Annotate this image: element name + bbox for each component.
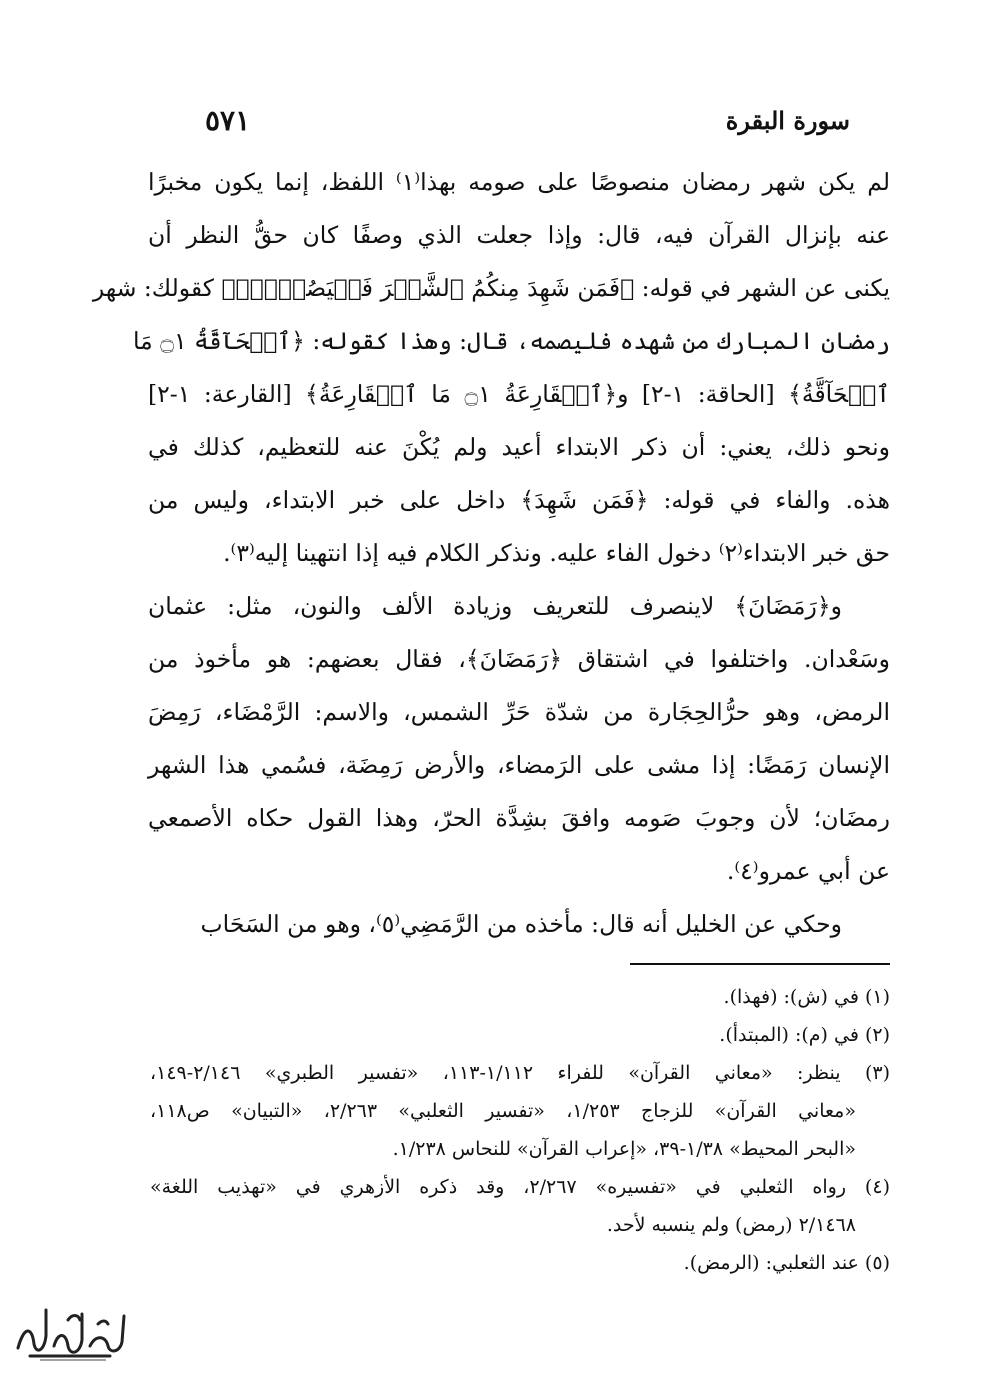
surah-title: سورة البقرة xyxy=(725,105,850,135)
footnote-line: «البحر المحيط» ١/٣٨-٣٩، «إعراب القرآن» للنحاس ١/٢٣٨. xyxy=(392,1138,856,1160)
text-line: حق خبر الابتداء⁽٢⁾ دخول الفاء عليه. ونذكر الكلام فيه إذا انتهينا إليه⁽٣⁾. xyxy=(223,539,890,567)
text-line: الرمض، وهو حرُّالحِجَارة من شدّة حَرِّ الشمس، والاسم: الرَّمْضَاء، رَمِضَ xyxy=(148,698,890,726)
text-line: عنه بإنزال القرآن فيه، قال: وإذا جعلت الذي وصفًا كان حقُّ النظر أن xyxy=(148,221,890,249)
footnote-1 xyxy=(150,978,890,1016)
text-line: ونحو ذلك، يعني: أن ذكر الابتداء أعيد ولم يُكْنَ عنه للتعظيم، كذلك في xyxy=(148,433,890,461)
calligraphy-logo-icon xyxy=(10,1296,135,1362)
text-line: يكنى عن الشهر في قوله: ﴿فَمَن شَهِدَ مِنكُمُ ٱلشَّهۡرَ فَلۡيَصُمۡهُۖ﴾ كقولك: شهر xyxy=(92,274,890,302)
footnote-5 xyxy=(150,1244,890,1282)
footnote-line: (٣) ينظر: «معاني القرآن» للفراء ١/١١٢-١١٣، «تفسير الطبري» ٢/١٤٦-١٤٩، xyxy=(150,1062,891,1084)
footnote-line: (١) في (ش): (فهذا). xyxy=(723,986,890,1008)
page-number: ٥٧١ xyxy=(205,103,251,137)
footnote-2 xyxy=(150,1016,890,1054)
footnote-3 xyxy=(150,1054,890,1168)
footnotes xyxy=(150,978,890,1282)
footnote-line: (٢) في (م): (المبتدأ). xyxy=(719,1024,890,1046)
text-line: الإنسان رَمَضًا: إذا مشى على الرَمضاء، والأرض رَمِضَة، فسُمي هذا الشهر xyxy=(148,751,890,779)
text-line: وحكي عن الخليل أنه قال: مأخذه من الرَّمَضِي⁽٥⁾، وهو من السَحَاب xyxy=(200,910,842,938)
main-text xyxy=(92,156,890,951)
text-line: وسَعْدان. واختلفوا في اشتقاق ﴿رَمَضَانَ﴾، فقال بعضهم: هو مأخوذ من xyxy=(148,645,890,673)
footnote-line: «معاني القرآن» للزجاج ١/٢٥٣، «تفسير الثعلبي» ٢/٢٦٣، «التبيان» ص١١٨، xyxy=(150,1100,856,1122)
footnote-4 xyxy=(150,1168,890,1244)
text-line: و﴿رَمَضَانَ﴾ لاينصرف للتعريف وزيادة الألف والنون، مثل: عثمان xyxy=(148,592,842,620)
text-line: ٱلۡحَآقَّةُ﴾ [الحاقة: ١-٢] و﴿ٱلۡقَارِعَةُ ۝١ مَا ٱلۡقَارِعَةُ﴾ [القارعة: ١-٢] xyxy=(148,380,890,408)
footnote-separator xyxy=(630,963,890,965)
footnote-line: ٢/١٤٦٨ (رمض) ولم ينسبه لأحد. xyxy=(606,1214,856,1236)
footnote-line: (٤) رواه الثعلبي في «تفسيره» ٢/٢٦٧، وقد ذكره الأزهري في «تهذيب اللغة» xyxy=(150,1176,890,1198)
text-line: عن أبي عمرو⁽٤⁾. xyxy=(726,857,890,885)
footnote-line: (٥) عند الثعلبي: (الرمض). xyxy=(683,1252,890,1274)
text-line: لم يكن شهر رمضان منصوصًا على صومه بهذا⁽١⁾ اللفظ، إنما يكون مخبرًا xyxy=(148,168,890,196)
page-header xyxy=(205,98,850,142)
text-line: رمضان المبارك من شهده فليصمه، قال: وهذا كقوله: ﴿ٱلۡحَآقَّةُ ۝١ مَا xyxy=(133,327,890,355)
text-line: هذه. والفاء في قوله: ﴿فَمَن شَهِدَ﴾ داخل على خبر الابتداء، وليس من xyxy=(148,486,890,514)
text-line: رمضَان؛ لأن وجوبَ صَومه وافقَ بشِدَّة الحرّ، وهذا القول حكاه الأصمعي xyxy=(148,804,890,832)
